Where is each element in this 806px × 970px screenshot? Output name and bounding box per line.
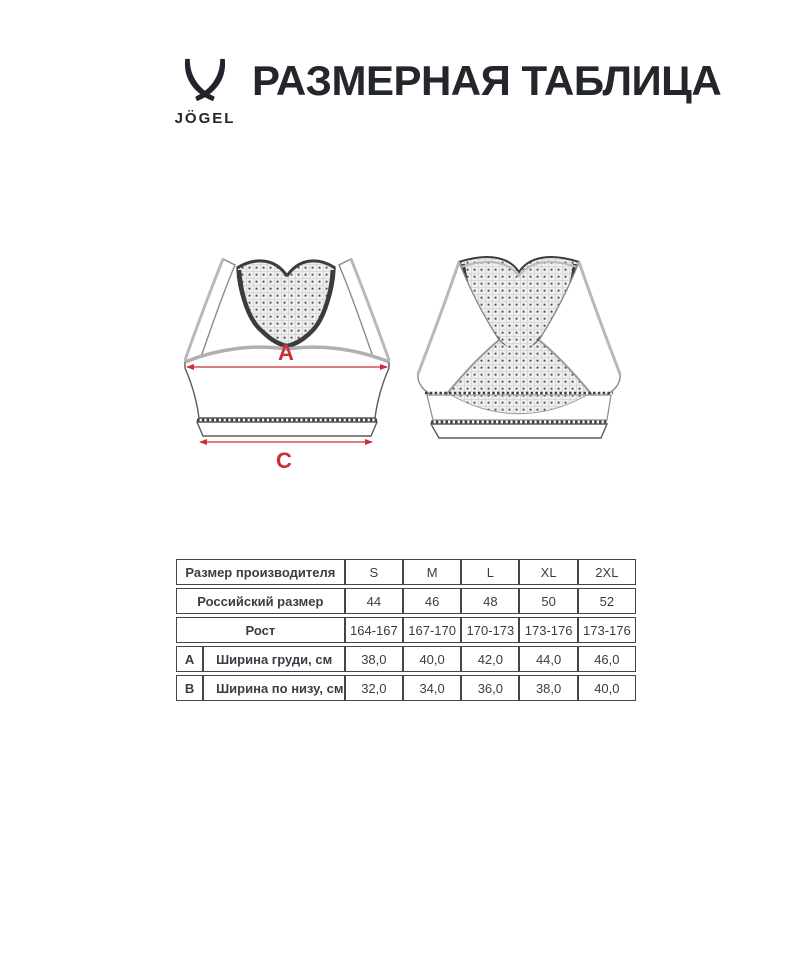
- size-table: [176, 556, 636, 704]
- bra-front-diagram: [183, 250, 393, 472]
- row-label: Российский размер: [176, 588, 345, 614]
- back-bottom-band: [431, 424, 607, 438]
- size-cell: 52: [578, 588, 636, 614]
- dimension-c: [199, 439, 373, 472]
- back-lower-section: [425, 393, 613, 438]
- size-cell: S: [345, 559, 403, 585]
- size-cell: 167-170: [403, 617, 461, 643]
- size-cell: 38,0: [345, 646, 403, 672]
- table-row-bottom-width: [176, 675, 636, 701]
- table-row-russian-size: [176, 588, 636, 614]
- brand-name: JÖGEL: [174, 110, 236, 127]
- size-cell: 44,0: [519, 646, 577, 672]
- size-cell: 38,0: [519, 675, 577, 701]
- row-label: Рост: [176, 617, 345, 643]
- size-cell: 170-173: [461, 617, 519, 643]
- table-row-manufacturer: [176, 559, 636, 585]
- table-row-chest-width: [176, 646, 636, 672]
- brand-logo: [148, 52, 262, 136]
- size-cell: 164-167: [345, 617, 403, 643]
- size-cell: L: [461, 559, 519, 585]
- row-label: Ширина груди, см: [203, 646, 345, 672]
- front-bottom-band: [197, 422, 377, 436]
- table-row-height: [176, 617, 636, 643]
- page-title: РАЗМЕРНАЯ ТАБЛИЦА: [252, 57, 722, 104]
- size-cell: 42,0: [461, 646, 519, 672]
- size-cell: 34,0: [403, 675, 461, 701]
- size-cell: 48: [461, 588, 519, 614]
- size-cell: 36,0: [461, 675, 519, 701]
- size-cell: 40,0: [403, 646, 461, 672]
- bra-back-diagram: [415, 252, 625, 442]
- size-cell: 173-176: [578, 617, 636, 643]
- measure-letter: A: [176, 646, 203, 672]
- size-cell: 32,0: [345, 675, 403, 701]
- size-cell: M: [403, 559, 461, 585]
- size-cell: XL: [519, 559, 577, 585]
- measure-letter: B: [176, 675, 203, 701]
- bottom-width-label: C: [276, 448, 292, 472]
- size-cell: 46,0: [578, 646, 636, 672]
- chest-width-label: A: [278, 340, 294, 365]
- size-cell: 173-176: [519, 617, 577, 643]
- size-cell: 40,0: [578, 675, 636, 701]
- size-cell: 46: [403, 588, 461, 614]
- size-cell: 50: [519, 588, 577, 614]
- size-cell: 44: [345, 588, 403, 614]
- row-label: Размер производителя: [176, 559, 345, 585]
- front-mesh-panel: [237, 261, 335, 347]
- size-cell: 2XL: [578, 559, 636, 585]
- jogel-logo-icon: [181, 52, 229, 108]
- row-label: Ширина по низу, см: [203, 675, 345, 701]
